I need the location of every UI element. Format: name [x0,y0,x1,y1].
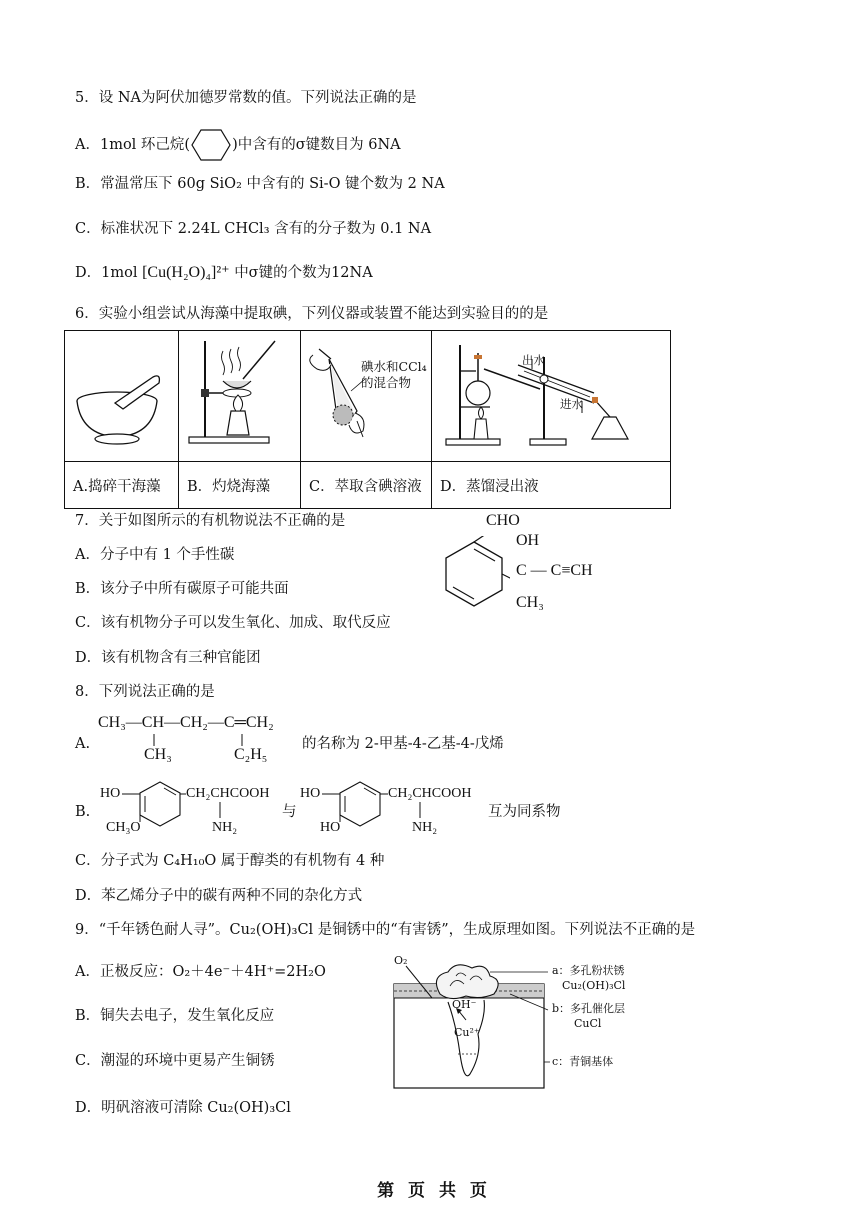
page-footer: 第 页 共 页 [377,1181,491,1201]
q7-option-c: C．该有机物分子可以发生氧化、加成、取代反应 [75,615,391,631]
q8-b-molecule-2 [300,780,490,840]
q5-stem: 5．设 NA为阿伏加德罗常数的值。下列说法正确的是 [75,90,417,106]
fig-o2-label: O₂ [394,954,408,967]
q5-option-c: C．标准状况下 2.24L CHCl₃ 含有的分子数为 0.1 NA [75,221,432,237]
q5-option-a [75,128,401,162]
distillation-cell [432,331,671,462]
q8-stem: 8．下列说法正确的是 [75,684,215,700]
q8-b-post: 互为同系物 [488,804,561,820]
q8-b-mid: 与 [282,804,297,820]
q5-d-pre: D．1mol [75,265,138,281]
cho-group: CHO [486,512,520,529]
caption-d: D．蒸馏浸出液 [432,462,671,509]
burning-apparatus-icon [179,331,300,457]
q9-option-d: D．明矾溶液可清除 Cu₂(OH)₃Cl [75,1100,291,1116]
corrosion-diagram-icon [390,954,680,1090]
q5-d-post: 中σ键的个数为12NA [234,265,373,281]
fig-label-a2: Cu₂(OH)₃Cl [562,979,626,992]
q8-b-ho: HO [100,786,121,801]
q8-a-bonds [98,714,308,770]
q8-b-och3: CH₃O [106,820,141,835]
mortar-cell [65,331,179,462]
caption-a: A.捣碎干海藻 [65,462,179,509]
fig-label-b2: CuCl [574,1017,602,1030]
extraction-label-2: 的混合物 [361,375,412,390]
extraction-label-1: 碘水和CCl₄ [361,359,427,374]
caption-c: C．萃取含碘溶液 [301,462,432,509]
burning-cell [179,331,301,462]
fig-oh-label: OH⁻ [452,998,477,1011]
q7-option-b: B．该分子中所有碳原子可能共面 [75,581,289,597]
q5-d-complex: [Cu(H₂O)₄]²⁺ [142,264,230,281]
q7-option-a: A．分子中有 1 个手性碳 [75,547,235,563]
ch3-group: CH₃ [516,594,544,611]
q5-option-d [75,263,373,283]
q5-a-post: )中含有的σ键数目为 6NA [232,137,401,153]
caption-b: B．灼烧海藻 [179,462,301,509]
mortar-pestle-icon [65,331,178,457]
q8-b-molecule-1 [100,780,300,840]
distillation-apparatus-icon [432,331,670,457]
water-out-label: 出水 [522,353,545,367]
q7-option-d: D．该有机物含有三种官能团 [75,650,261,666]
q5-a-pre: A．1mol 环己烷( [75,137,191,153]
q9-option-a: A．正极反应：O₂＋4e⁻＋4H⁺=2H₂O [75,964,326,980]
q9-option-b: B．铜失去电子，发生氧化反应 [75,1008,275,1024]
fig-label-a1: a：多孔粉状锈 [552,964,625,977]
q8-b-chain: CH₂CHCOOH [186,786,270,801]
q8-option-d: D．苯乙烯分子中的碳有两种不同的杂化方式 [75,888,363,904]
benzene-ring-icon [440,536,510,616]
water-in-label: 进水 [560,397,583,411]
q8-b-nh2-2: NH₂ [412,820,438,835]
q8-a-post: 的名称为 2-甲基-4-乙基-4-戊烯 [302,736,504,752]
q8-a-label: A. [75,736,91,752]
alkyne-chain: C — C≡CH [516,562,593,579]
q6-apparatus-table [64,330,671,509]
fig-cu-label: Cu²⁺ [454,1026,480,1039]
q8-b-label: B. [75,804,91,820]
q8-option-c: C．分子式为 C₄H₁₀O 属于醇类的有机物有 4 种 [75,853,385,869]
q9-option-c: C．潮湿的环境中更易产生铜锈 [75,1053,275,1069]
q8-b-ho3: HO [320,820,341,835]
q9-corrosion-figure [390,954,680,1090]
q7-stem: 7．关于如图所示的有机物说法不正确的是 [75,513,346,529]
q7-molecule [440,512,610,616]
q9-stem: 9．“千年锈色耐人寻”。Cu₂(OH)₃Cl 是铜锈中的“有害锈”，生成原理如图。下列说法不正确的是 [75,922,696,938]
q8-b-chain2: CH₂CHCOOH [388,786,472,801]
separatory-funnel-icon [301,331,431,457]
q6-stem: 6．实验小组尝试从海藻中提取碘，下列仪器或装置不能达到实验目的的是 [75,306,549,322]
fig-label-c: c：青铜基体 [552,1055,614,1068]
cyclohexane-icon [191,128,231,162]
oh-group: OH [516,532,540,549]
q8-a-formula [98,714,308,770]
q8-a-methyl: CH₃ [144,746,172,763]
fig-label-b1: b：多孔催化层 [552,1002,626,1015]
q8-a-main-chain: CH₃—CH—CH₂—C═CH₂ [98,714,274,731]
q8-b-ho2: HO [300,786,321,801]
q5-option-b: B．常温常压下 60g SiO₂ 中含有的 Si-O 键个数为 2 NA [75,176,445,192]
q8-b-nh2: NH₂ [212,820,238,835]
extraction-cell [301,331,432,462]
q8-a-ethyl: C₂H₅ [234,746,268,763]
